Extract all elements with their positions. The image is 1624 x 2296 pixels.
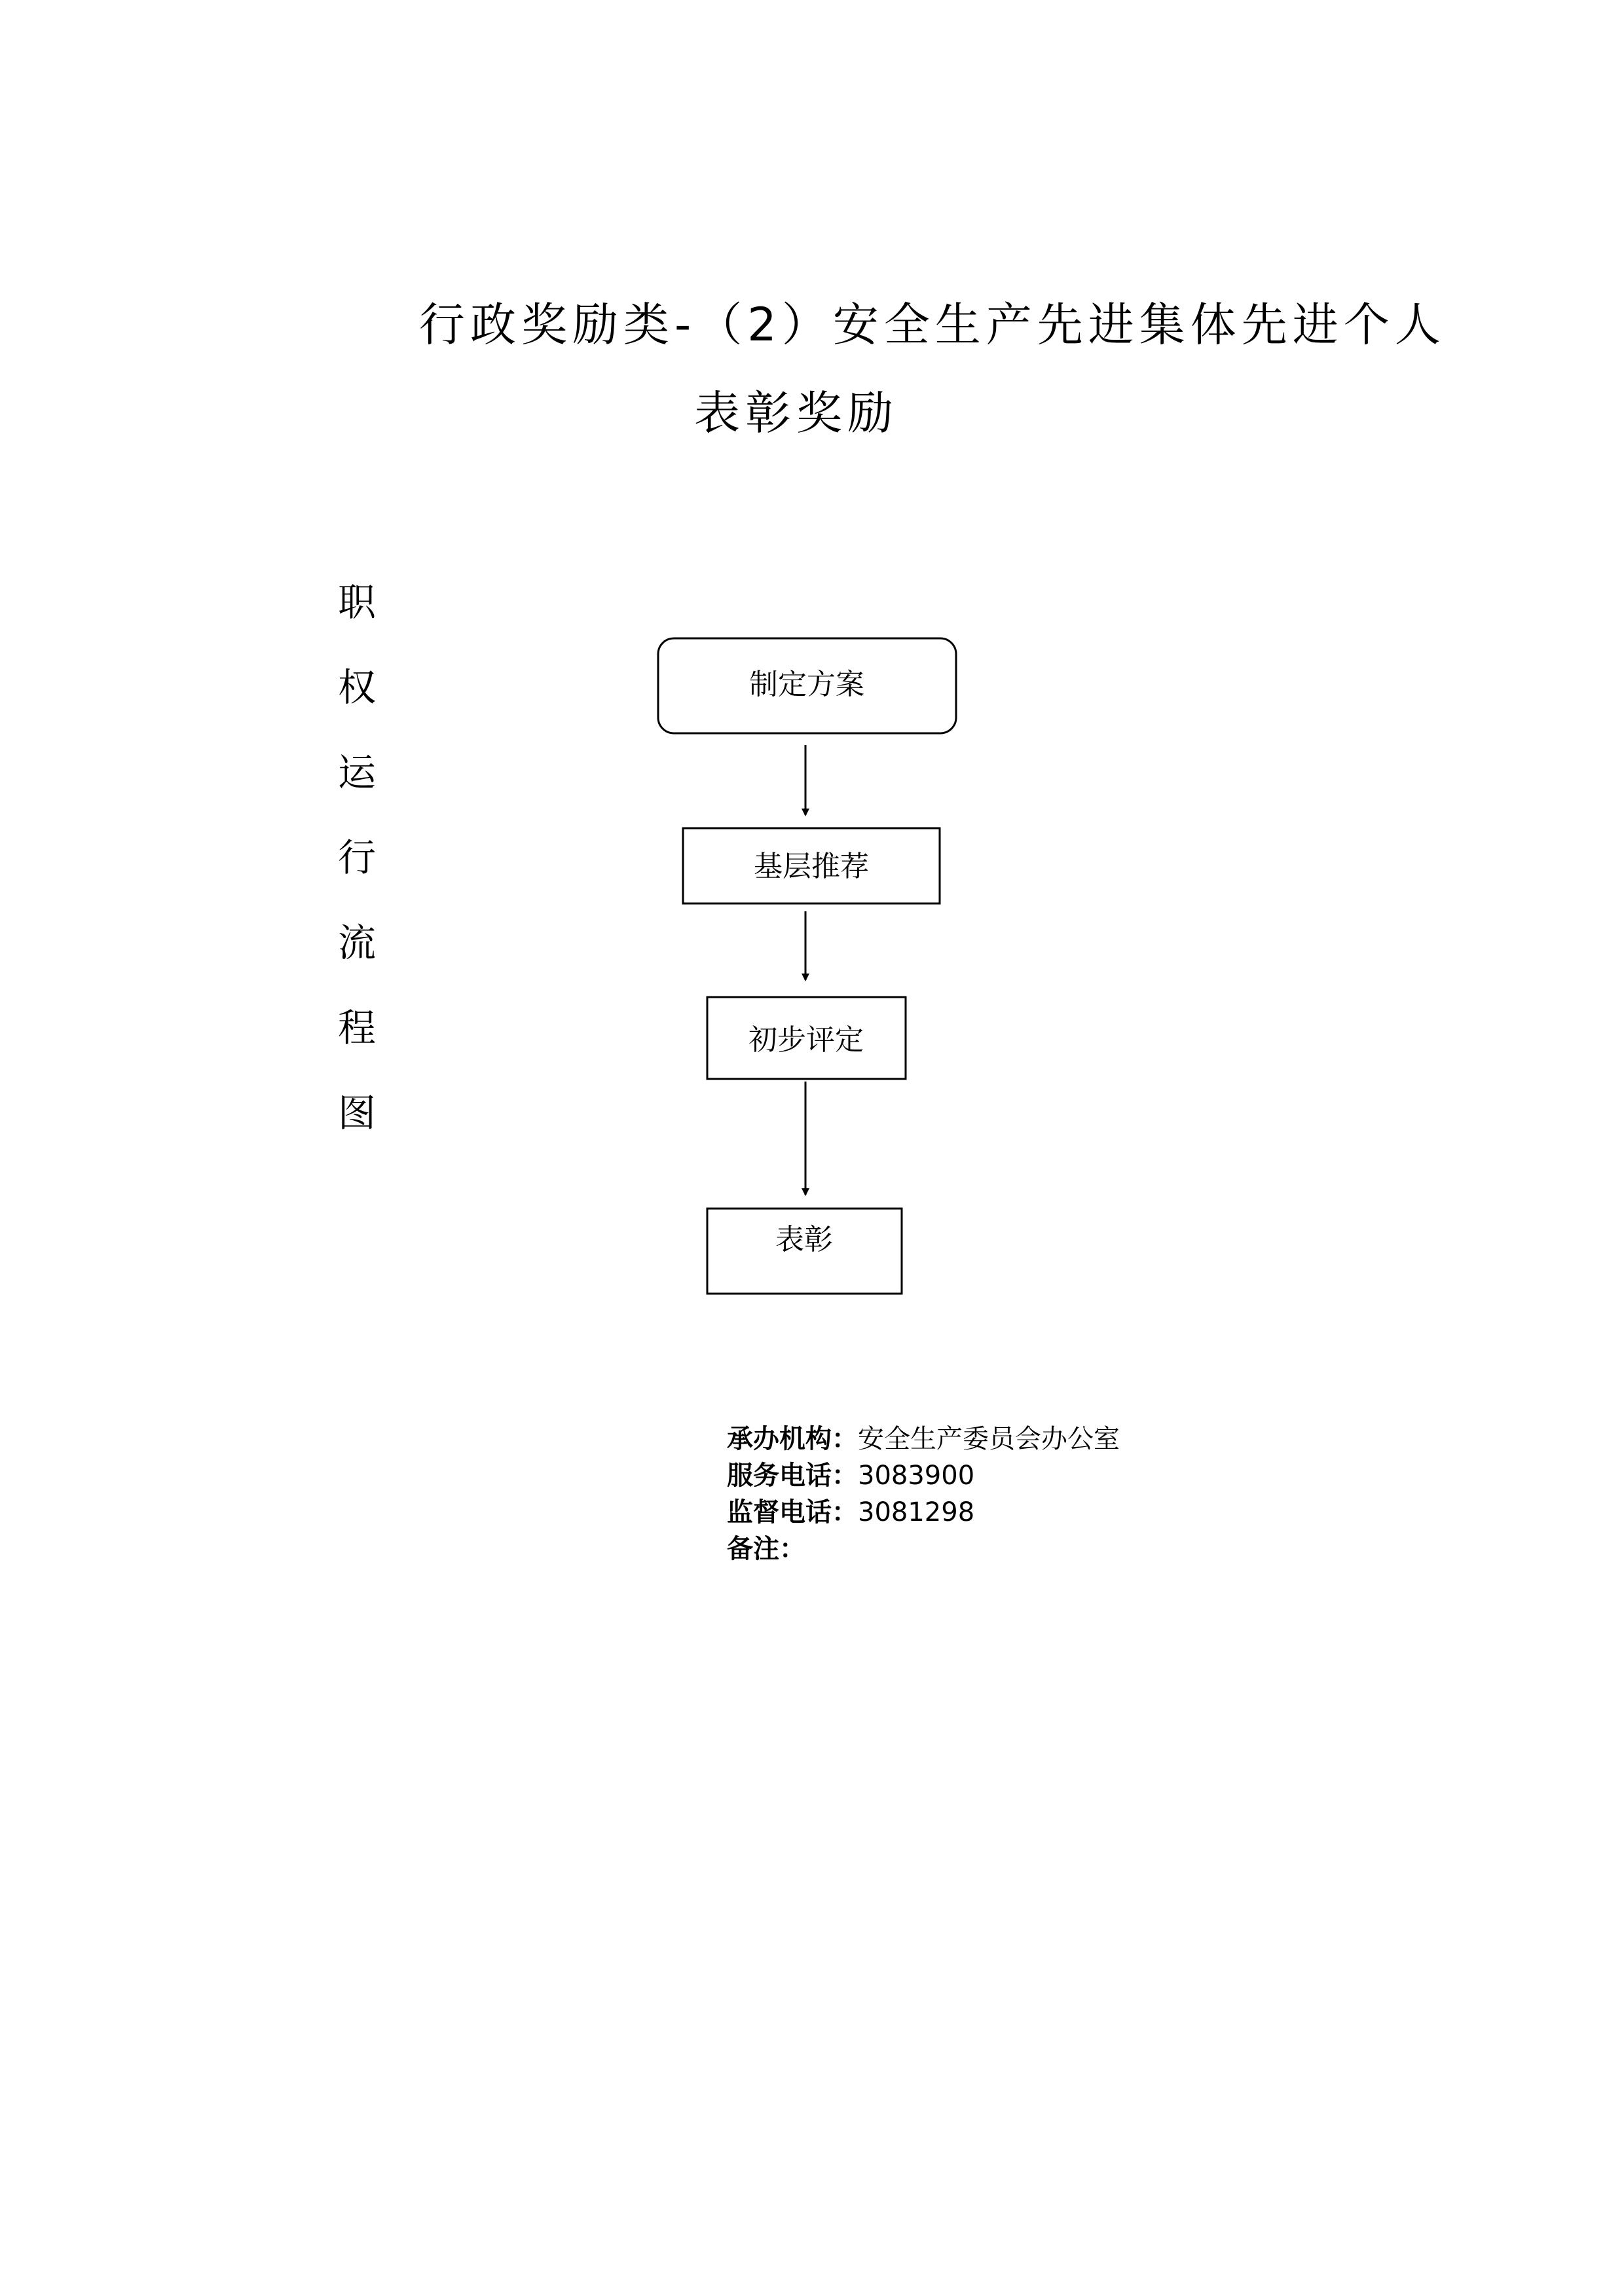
page-title-line-1: 行政奖励类-（2）安全生产先进集体先进个人 bbox=[419, 298, 1446, 352]
flow-label-evaluate: 初步评定 bbox=[748, 1023, 864, 1057]
flow-label-recommend: 基层推荐 bbox=[754, 850, 869, 883]
side-char: 流 bbox=[337, 920, 376, 965]
flow-step-commend bbox=[707, 1209, 902, 1294]
supervise-phone-row bbox=[727, 1494, 1120, 1531]
flow-step-plan bbox=[658, 638, 956, 733]
flow-step-recommend bbox=[683, 828, 940, 903]
org-value: 安全生产委员会办公室 bbox=[858, 1424, 1120, 1454]
side-char: 权 bbox=[337, 665, 376, 710]
org-key: 承办机构： bbox=[727, 1424, 858, 1454]
flow-label-commend: 表彰 bbox=[775, 1223, 833, 1256]
service-phone-row bbox=[727, 1457, 1120, 1494]
side-char: 职 bbox=[337, 580, 376, 625]
service-phone-value: 3083900 bbox=[858, 1461, 975, 1491]
side-char: 程 bbox=[337, 1006, 376, 1050]
supervise-phone-value: 3081298 bbox=[858, 1497, 975, 1527]
org-row bbox=[727, 1421, 1120, 1457]
flow-step-evaluate bbox=[707, 997, 906, 1079]
supervise-phone-key: 监督电话： bbox=[727, 1497, 858, 1527]
page-title-line-2: 表彰奖励 bbox=[694, 386, 898, 440]
contact-info bbox=[727, 1421, 1120, 1567]
note-key: 备注： bbox=[727, 1534, 805, 1564]
service-phone-key: 服务电话： bbox=[727, 1461, 858, 1491]
note-row bbox=[727, 1531, 1120, 1567]
side-char: 图 bbox=[337, 1091, 376, 1135]
flow-label-plan: 制定方案 bbox=[749, 668, 864, 701]
side-char: 运 bbox=[337, 750, 376, 795]
side-char: 行 bbox=[337, 835, 376, 880]
